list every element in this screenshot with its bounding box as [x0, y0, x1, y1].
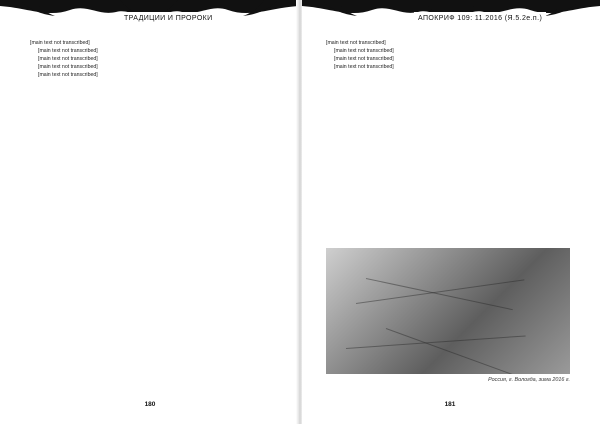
paragraph: [main text not transcribed] — [334, 47, 394, 54]
palm-print-photo — [326, 248, 570, 374]
page-number-left: 180 — [144, 401, 156, 408]
running-head-right: АПОКРИФ 109: 11.2016 (Я.5.2е.п.) — [414, 12, 546, 26]
paragraph: [main text not transcribed] — [334, 55, 394, 62]
left-text-column — [30, 40, 274, 380]
paragraph: [main text not transcribed] — [38, 63, 98, 70]
paragraph: [main text not transcribed] — [38, 71, 98, 78]
paragraph: [main text not transcribed] — [334, 63, 394, 70]
left-page — [0, 0, 298, 424]
photo-caption: Россия, г. Вологда, зима 2016 г. — [488, 377, 570, 383]
right-page — [302, 0, 600, 424]
paragraph: [main text not transcribed] — [30, 40, 90, 46]
page-number-right: 181 — [444, 401, 456, 408]
paragraph: [main text not transcribed] — [38, 47, 98, 54]
paragraph: [main text not transcribed] — [326, 40, 386, 46]
paragraph: [main text not transcribed] — [38, 55, 98, 62]
running-head-left: ТРАДИЦИИ И ПРОРОКИ — [120, 12, 217, 26]
right-text-column — [326, 40, 570, 240]
